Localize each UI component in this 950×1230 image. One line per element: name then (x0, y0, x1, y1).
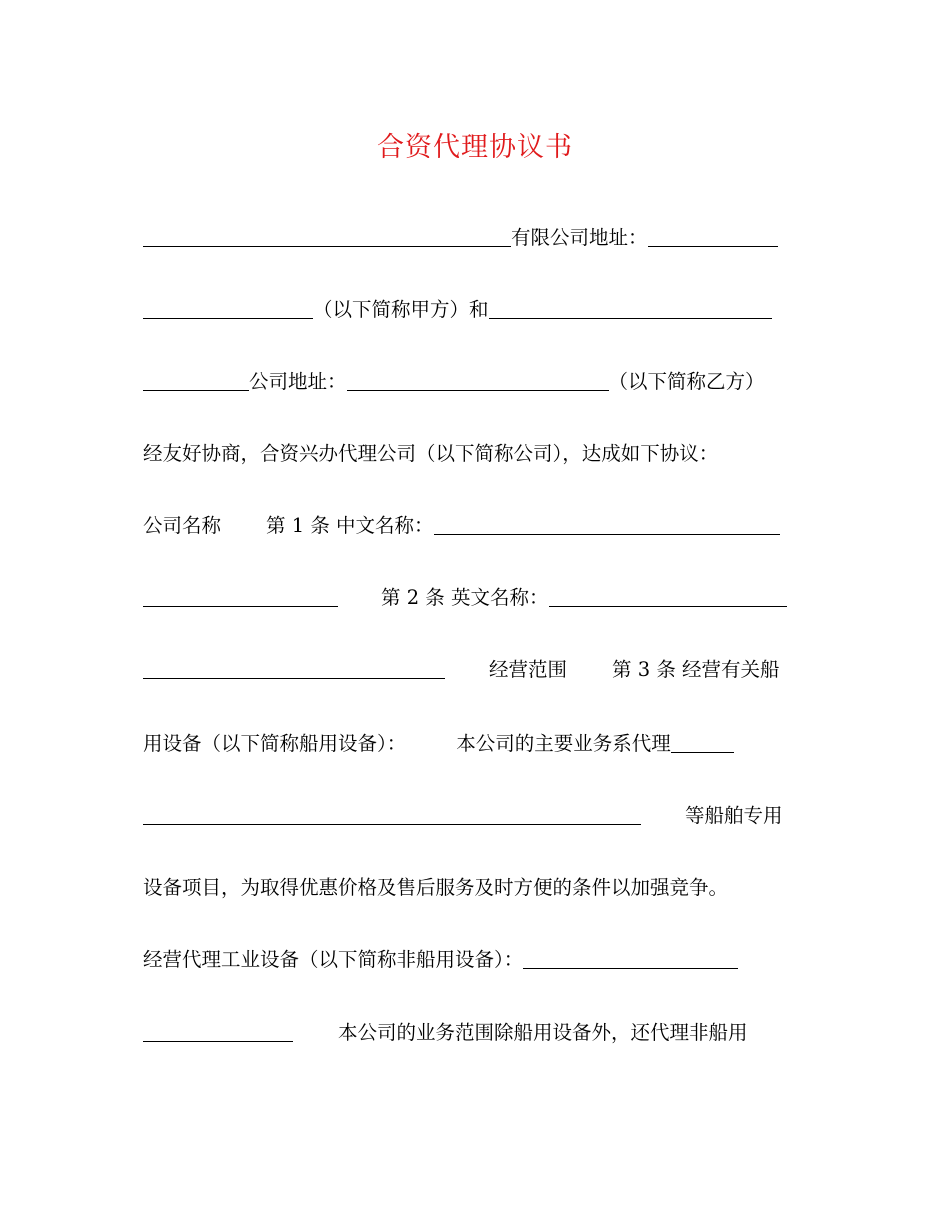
text-line-11 (143, 940, 798, 976)
text-line-10 (143, 868, 798, 904)
document-title: 合资代理协议书 (377, 132, 573, 163)
article-3-label: 第 3 条 经营有关船 (612, 658, 780, 681)
text-line-7 (143, 650, 798, 686)
party-a-label: （以下简称甲方）和 (313, 298, 489, 321)
fill-in-blank (671, 751, 734, 753)
text-line-5 (143, 506, 798, 542)
equipment-projects-text: 设备项目，为取得优惠价格及售后服务及时方便的条件以加强竞争。 (143, 876, 729, 899)
agreement-intro: 经友好协商，合资兴办代理公司（以下简称公司），达成如下协议： (143, 442, 719, 465)
fill-in-blank (143, 823, 641, 825)
fill-in-blank (143, 389, 249, 391)
marine-special-text: 等船舶专用 (685, 804, 783, 827)
business-scope-text: 本公司的业务范围除船用设备外，还代理非船用 (338, 1021, 748, 1044)
company-address-label: 公司地址： (249, 370, 347, 393)
fill-in-blank (143, 677, 445, 679)
section-heading-company-name: 公司名称 (143, 514, 222, 537)
text-line-4 (143, 434, 798, 470)
fill-in-blank (648, 245, 778, 247)
party-b-label: （以下简称乙方） (608, 370, 765, 393)
marine-equipment-label: 用设备（以下简称船用设备）： (143, 732, 407, 755)
text-line-6 (143, 578, 798, 614)
text-line-1 (143, 218, 798, 254)
fill-in-blank (143, 317, 313, 319)
fill-in-blank (143, 245, 511, 247)
main-business-text: 本公司的主要业务系代理 (456, 732, 671, 755)
fill-in-blank (489, 317, 772, 319)
company-address-label: 有限公司地址： (511, 226, 648, 249)
text-line-2 (143, 290, 798, 326)
text-line-8 (143, 724, 798, 760)
text-line-3 (143, 362, 798, 398)
fill-in-blank (143, 605, 338, 607)
text-line-9 (143, 796, 798, 832)
article-2-label: 第 2 条 英文名称： (381, 586, 549, 609)
fill-in-blank (434, 533, 780, 535)
fill-in-blank (549, 605, 787, 607)
fill-in-blank (347, 389, 609, 391)
text-line-12 (143, 1013, 798, 1049)
fill-in-blank (523, 967, 738, 969)
fill-in-blank (143, 1040, 293, 1042)
section-heading-business-scope: 经营范围 (489, 658, 568, 681)
industrial-equipment-label: 经营代理工业设备（以下简称非船用设备）： (143, 948, 524, 971)
article-1-label: 第 1 条 中文名称： (266, 514, 434, 537)
